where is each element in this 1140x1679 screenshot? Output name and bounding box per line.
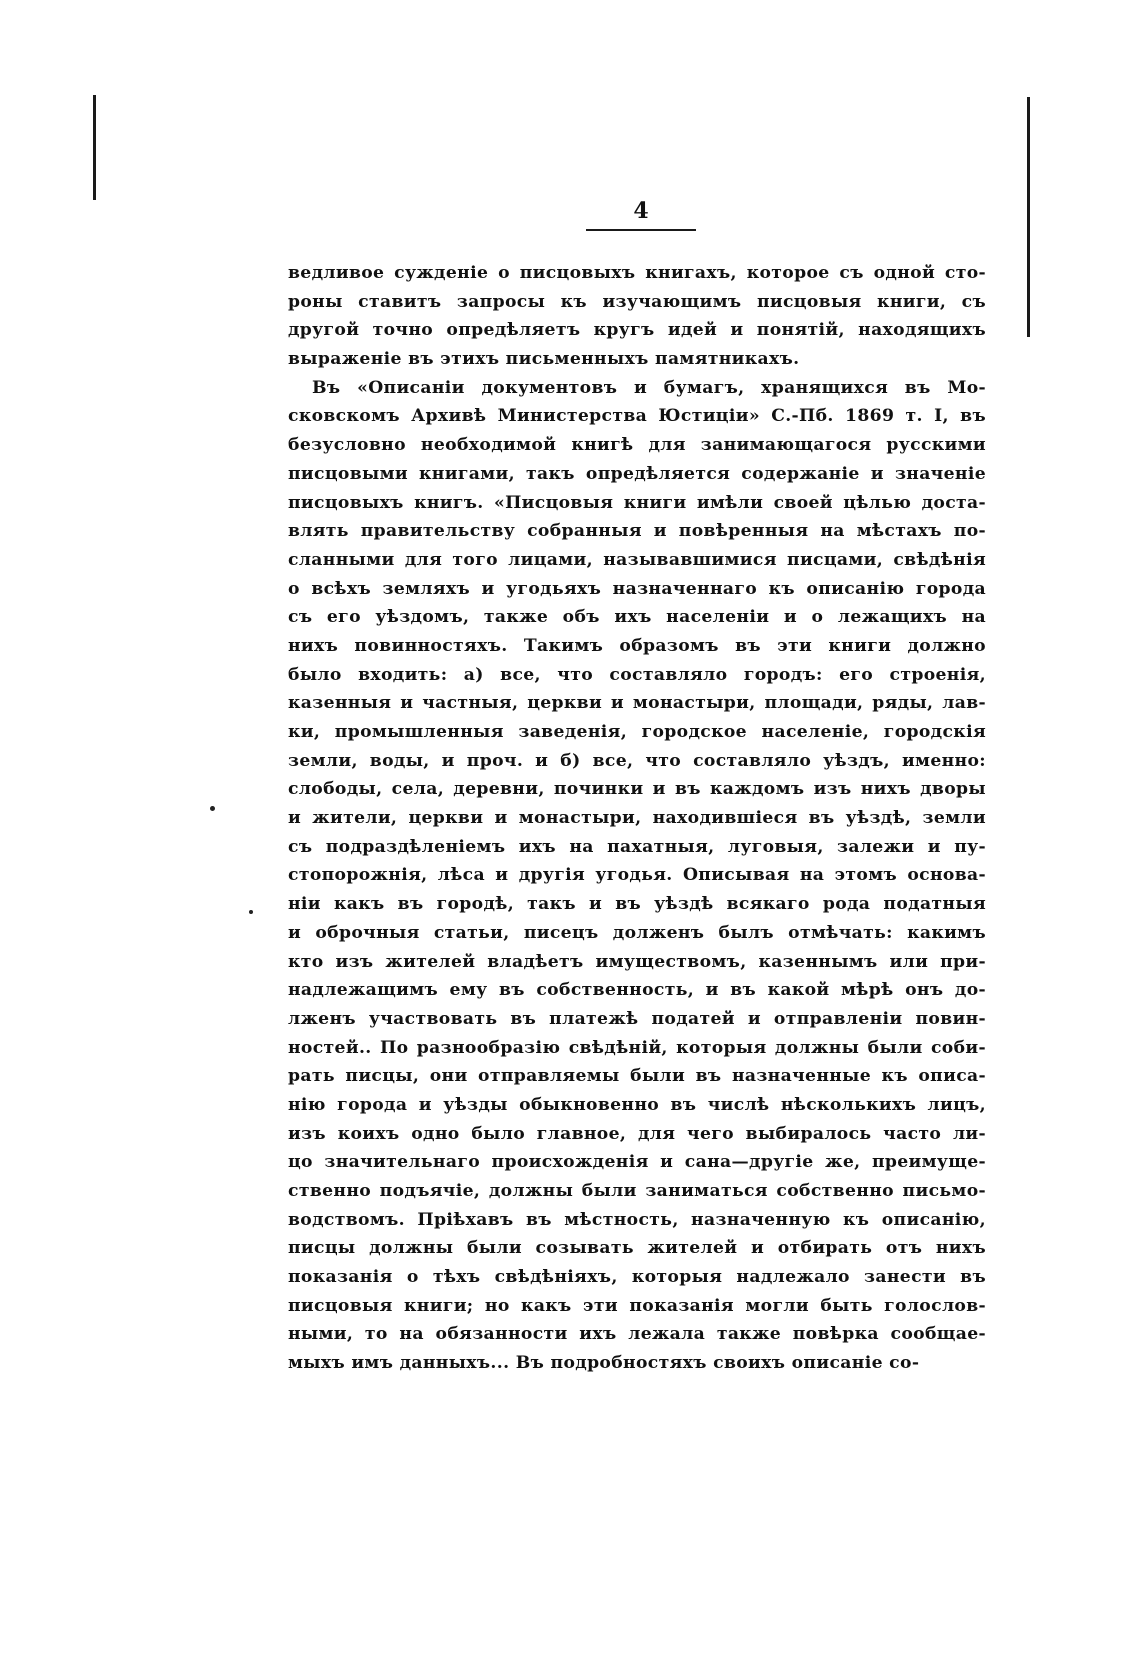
text-line: влять правительству собранныя и повѣренныя на мѣстахъ по- <box>288 521 986 542</box>
text-line: цо значительнаго происхожденія и сана—другіе же, преимуще- <box>288 1152 986 1173</box>
text-line: ки, промышленныя заведенія, городское населеніе, городскія <box>288 722 986 742</box>
text-line: водствомъ. Пріѣхавъ въ мѣстность, назначенную къ описанію, <box>288 1209 986 1230</box>
scan-edge-right <box>1027 97 1030 337</box>
page-number-rule <box>586 229 696 231</box>
text-line: роны ставитъ запросы къ изучающимъ писцовыя книги, съ <box>288 291 986 312</box>
text-line: писцовыя книги; но какъ эти показанія могли быть голослов- <box>288 1295 986 1316</box>
text-line: земли, воды, и проч. и б) все, что составляло уѣздъ, именно: <box>288 750 986 771</box>
text-line: писцы должны были созывать жителей и отбирать отъ нихъ <box>288 1238 986 1259</box>
text-line: лженъ участвовать въ платежѣ податей и отправленіи повин- <box>288 1008 986 1029</box>
text-line: писцовыхъ книгъ. «Писцовыя книги имѣли своей цѣлью доста- <box>288 492 986 513</box>
text-line: и оброчныя статьи, писецъ долженъ былъ отмѣчать: какимъ <box>288 922 986 943</box>
text-line: ственно подъячіе, должны были заниматься собственно письмо- <box>288 1181 986 1201</box>
text-line: съ подраздѣленіемъ ихъ на пахатныя, луговыя, залежи и пу- <box>288 836 986 857</box>
text-line: кто изъ жителей владѣетъ имуществомъ, казеннымъ или при- <box>288 951 986 972</box>
text-line: стопорожнія, лѣса и другія угодья. Описывая на этомъ основа- <box>288 865 986 886</box>
scan-speck <box>249 910 253 914</box>
text-line: выраженіе въ этихъ письменныхъ памятникахъ. <box>288 349 800 370</box>
text-line: сланными для того лицами, называвшимися писцами, свѣдѣнія <box>288 549 986 570</box>
page-number: 4 <box>633 198 649 224</box>
text-line: о всѣхъ земляхъ и угодьяхъ назначеннаго къ описанію города <box>288 578 986 599</box>
text-line: Въ «Описаніи документовъ и бумагъ, хранящихся въ Мо- <box>312 377 986 398</box>
text-line: нихъ повинностяхъ. Такимъ образомъ въ эти книги должно <box>288 635 986 656</box>
text-line: показанія о тѣхъ свѣдѣніяхъ, которыя надлежало занести въ <box>288 1267 986 1288</box>
text-line: слободы, села, деревни, починки и въ каждомъ изъ нихъ дворы <box>288 779 986 800</box>
text-line: рать писцы, они отправляемы были въ назначенные къ описа- <box>288 1066 986 1087</box>
text-line: казенныя и частныя, церкви и монастыри, площади, ряды, лав- <box>288 693 986 714</box>
text-line: ностей.. По разнообразію свѣдѣній, которыя должны были соби- <box>288 1037 986 1058</box>
paragraph <box>288 259 986 374</box>
paragraph <box>288 374 986 1378</box>
text-line: писцовыми книгами, такъ опредѣляется содержаніе и значеніе <box>288 463 986 484</box>
text-line: мыхъ имъ данныхъ... Въ подробностяхъ своихъ описаніе со- <box>288 1353 920 1374</box>
text-line: ведливое сужденіе о писцовыхъ книгахъ, которое съ одной сто- <box>288 263 986 283</box>
text-line: ными, то на обязанности ихъ лежала также повѣрка сообщае- <box>288 1324 986 1345</box>
scan-speck <box>210 806 215 811</box>
text-line: другой точно опредѣляетъ кругъ идей и понятій, находящихъ <box>288 320 986 341</box>
text-line: и жители, церкви и монастыри, находившіеся въ уѣздѣ, земли <box>288 808 986 829</box>
scan-edge-left <box>93 95 96 200</box>
text-line: изъ коихъ одно было главное, для чего выбиралось часто ли- <box>288 1123 986 1144</box>
text-line: съ его уѣздомъ, также объ ихъ населеніи и о лежащихъ на <box>288 607 986 628</box>
text-line: нію города и уѣзды обыкновенно въ числѣ нѣсколькихъ лицъ, <box>288 1094 986 1115</box>
text-line: безусловно необходимой книгѣ для занимающагося русскими <box>288 435 986 456</box>
text-line: надлежащимъ ему въ собственность, и въ какой мѣрѣ онъ до- <box>288 980 986 1001</box>
text-line: ніи какъ въ городѣ, такъ и въ уѣздѣ всякаго рода податныя <box>288 894 986 915</box>
text-line: было входить: а) все, что составляло городъ: его строенія, <box>288 664 986 685</box>
text-line: сковскомъ Архивѣ Министерства Юстиціи» С.-Пб. 1869 т. I, въ <box>288 406 986 427</box>
body-text <box>288 259 986 1378</box>
